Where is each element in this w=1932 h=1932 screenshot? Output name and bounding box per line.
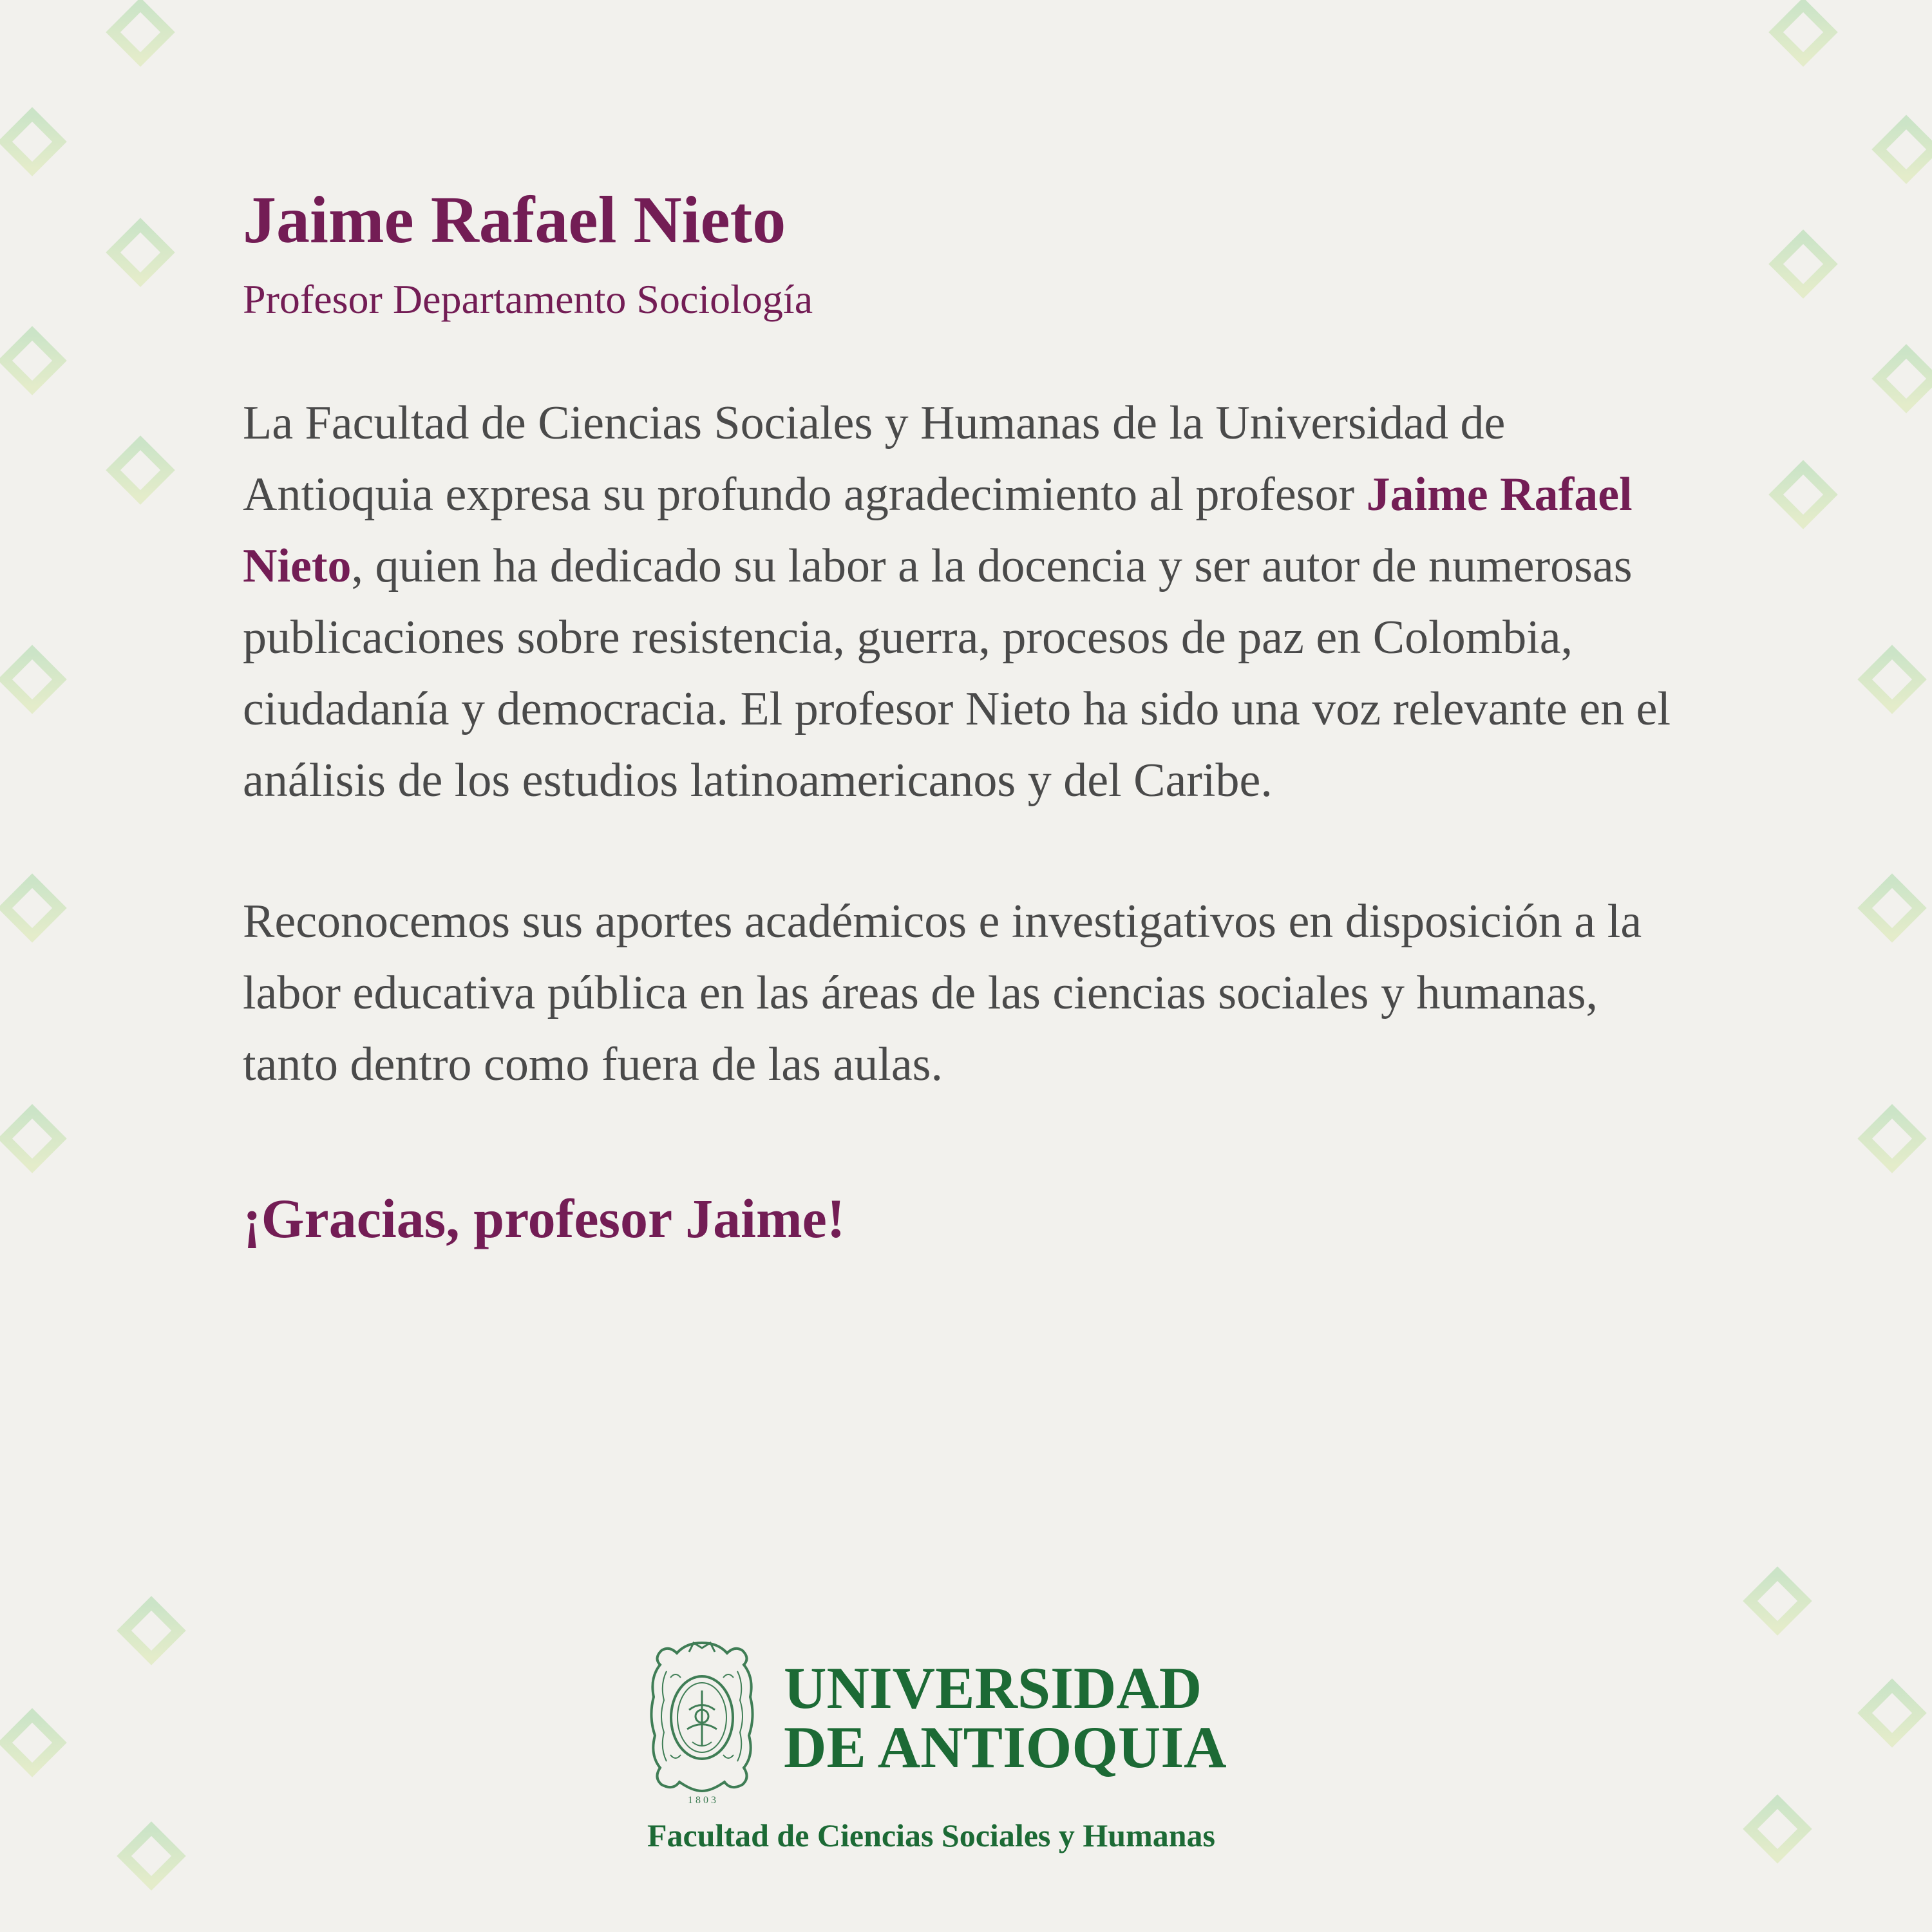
diamond-outline-icon bbox=[1776, 237, 1831, 292]
university-name bbox=[784, 1655, 1227, 1780]
faculty-name: Facultad de Ciencias Sociales y Humanas bbox=[647, 1817, 1215, 1853]
diamond-outline-icon bbox=[124, 1604, 179, 1658]
paragraph-gratitude-intro: La Facultad de Ciencias Sociales y Humanas de la Universidad de Antioquia expresa su profundo agradecimiento al profesor bbox=[243, 396, 1506, 521]
diamond-outline-icon bbox=[5, 1716, 60, 1770]
diamond-outline-icon bbox=[1750, 1574, 1805, 1629]
diamond-outline-icon bbox=[5, 652, 60, 707]
paragraph-gratitude bbox=[243, 388, 1698, 817]
diamond-outline-icon bbox=[5, 115, 60, 169]
diamond-outline-icon bbox=[5, 334, 60, 388]
paragraph-recognition: Reconocemos sus aportes académicos e investigativos en disposición a la labor educativa pública en las áreas de las ciencias sociales y humanas, tanto dentro como fuera de las aulas. bbox=[243, 895, 1642, 1091]
diamond-outline-icon bbox=[1865, 1112, 1920, 1166]
thanks-message: ¡Gracias, profesor Jaime! bbox=[243, 1187, 846, 1249]
diamond-outline-icon bbox=[1776, 468, 1831, 522]
diamond-outline-icon bbox=[1750, 1802, 1805, 1857]
diamond-outline-icon bbox=[1865, 881, 1920, 936]
diamond-outline-icon bbox=[113, 5, 168, 60]
diamond-outline-icon bbox=[113, 443, 168, 498]
main-content bbox=[243, 180, 1698, 1252]
diamond-outline-icon bbox=[1865, 652, 1920, 707]
diamond-outline-icon bbox=[1776, 5, 1831, 60]
diamond-outline-icon bbox=[5, 1112, 60, 1166]
honoree-role: Profesor Departamento Sociología bbox=[243, 276, 813, 322]
university-seal-icon bbox=[647, 1639, 757, 1806]
diamond-outline-icon bbox=[1879, 352, 1932, 406]
paragraph-gratitude-name: Jaime Rafael Nieto bbox=[243, 468, 1633, 592]
seal-year: 1 8 0 3 bbox=[688, 1795, 716, 1806]
university-name-line1: UNIVERSIDAD bbox=[784, 1655, 1202, 1721]
paragraph-gratitude-rest: , quien ha dedicado su labor a la docencia y ser autor de numerosas publicaciones sobre resistencia, guerra, procesos de paz en Colombia, ciudadanía y democracia. El profesor Nieto ha sido una voz relevante en el análisis de los estudios latinoamericanos y del Caribe. bbox=[243, 539, 1671, 807]
university-name-line2: DE ANTIOQUIA bbox=[784, 1714, 1227, 1780]
university-logo bbox=[647, 1639, 1291, 1858]
diamond-outline-icon bbox=[5, 881, 60, 936]
diamond-outline-icon bbox=[1879, 122, 1932, 177]
diamond-outline-icon bbox=[113, 225, 168, 280]
diamond-outline-icon bbox=[124, 1829, 179, 1884]
honoree-name: Jaime Rafael Nieto bbox=[243, 183, 786, 257]
diamond-outline-icon bbox=[1865, 1686, 1920, 1741]
